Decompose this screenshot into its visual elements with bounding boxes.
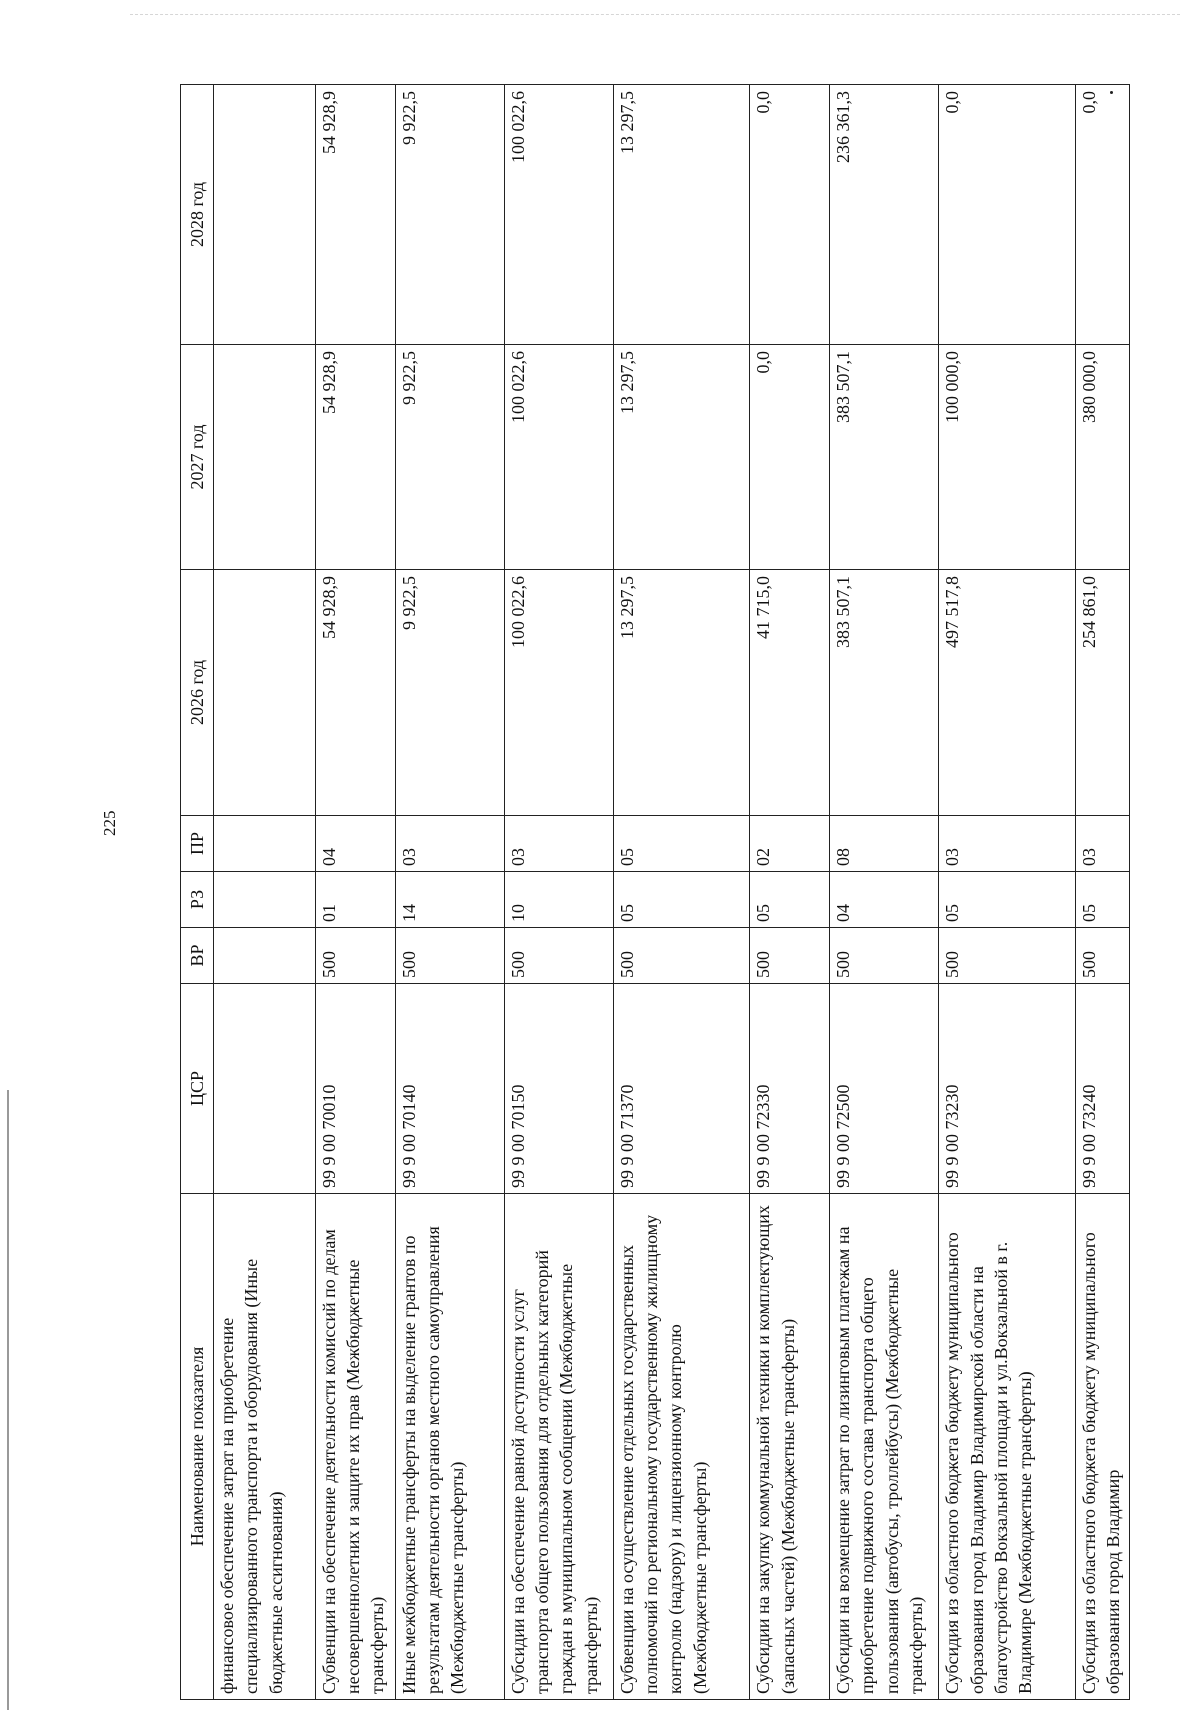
row-2028: 0,0 — [939, 85, 1075, 345]
row-2027: 9 922,5 — [395, 345, 504, 570]
row-vr: 500 — [750, 928, 830, 984]
row-vr: 500 — [830, 928, 939, 984]
row-2027: 383 507,1 — [830, 345, 939, 570]
row-rz: 01 — [315, 872, 395, 928]
row-2026 — [214, 570, 316, 816]
row-2027 — [214, 345, 316, 570]
row-2027: 0,0 — [750, 345, 830, 570]
row-pr: 02 — [750, 816, 830, 872]
table-header-row — [181, 85, 214, 1700]
table-row — [939, 85, 1075, 1700]
row-2027: 100 022,6 — [504, 345, 613, 570]
row-rz: 04 — [830, 872, 939, 928]
header-2027: 2027 год — [181, 345, 214, 570]
row-2028: 13 297,5 — [613, 85, 749, 345]
row-csr: 99 9 00 72500 — [830, 984, 939, 1194]
row-name: Субсидии на возмещение затрат по лизинговым платежам на приобретение подвижного состава транспорта общего пользования (автобусы, троллейбусы) (Межбюджетные трансферты) — [830, 1194, 939, 1700]
header-2026: 2026 год — [181, 570, 214, 816]
row-2026: 100 022,6 — [504, 570, 613, 816]
row-pr: 04 — [315, 816, 395, 872]
row-rz: 05 — [613, 872, 749, 928]
header-csr: ЦСР — [181, 984, 214, 1194]
table-row — [830, 85, 939, 1700]
row-vr: 500 — [504, 928, 613, 984]
rotated-table-container — [180, 85, 1130, 1700]
row-rz: 05 — [750, 872, 830, 928]
row-name: Субвенции на осуществление отдельных государственных полномочий по региональному государственному жилищному контролю (надзору) и лицензионному контролю (Межбюджетные трансферты) — [613, 1194, 749, 1700]
row-pr — [214, 816, 316, 872]
row-csr: 99 9 00 71370 — [613, 984, 749, 1194]
row-csr: 99 9 00 70150 — [504, 984, 613, 1194]
row-name: Субсидии на обеспечение равной доступности услуг транспорта общего пользования для отдельных категорий граждан в муниципальном сообщении (Межбюджетные трансферты) — [504, 1194, 613, 1700]
row-name: Субсидия из областного бюджета бюджету муниципального образования город Владимир — [1075, 1194, 1129, 1700]
row-csr: 99 9 00 70140 — [395, 984, 504, 1194]
row-2028: 54 928,9 — [315, 85, 395, 345]
row-name: Субсидия из областного бюджета бюджету муниципального образования город Владимир Владимирской области на благоустройство Вокзальной площади и ул.Вокзальной в г. Владимире (Межбюджетные трансферты) — [939, 1194, 1075, 1700]
header-name: Наименование показателя — [181, 1194, 214, 1700]
table-row — [750, 85, 830, 1700]
page-number: 225 — [100, 810, 119, 836]
row-pr: 03 — [395, 816, 504, 872]
row-pr: 03 — [504, 816, 613, 872]
header-vr: ВР — [181, 928, 214, 984]
row-2026: 497 517,8 — [939, 570, 1075, 816]
row-2028: 9 922,5 — [395, 85, 504, 345]
row-rz — [214, 872, 316, 928]
row-name: Субвенции на обеспечение деятельности комиссий по делам несовершеннолетних и защите их прав (Межбюджетные трансферты) — [315, 1194, 395, 1700]
row-pr: 03 — [939, 816, 1075, 872]
row-vr: 500 — [1075, 928, 1129, 984]
row-vr: 500 — [939, 928, 1075, 984]
row-2026: 41 715,0 — [750, 570, 830, 816]
row-rz: 14 — [395, 872, 504, 928]
row-2028 — [214, 85, 316, 345]
row-vr: 500 — [315, 928, 395, 984]
row-2028: 0,0 — [1075, 85, 1129, 345]
row-pr: 03 — [1075, 816, 1129, 872]
row-csr: 99 9 00 72330 — [750, 984, 830, 1194]
header-rz: РЗ — [181, 872, 214, 928]
row-2027: 380 000,0 — [1075, 345, 1129, 570]
row-name: Иные межбюджетные трансферты на выделение грантов по результатам деятельности органов местного самоуправления (Межбюджетные трансферты) — [395, 1194, 504, 1700]
table-row — [1075, 85, 1129, 1700]
table-row — [214, 85, 316, 1700]
scan-binding-edge — [7, 1090, 9, 1710]
row-pr: 08 — [830, 816, 939, 872]
row-2026: 383 507,1 — [830, 570, 939, 816]
row-csr: 99 9 00 73230 — [939, 984, 1075, 1194]
row-rz: 05 — [939, 872, 1075, 928]
row-name: Субсидии на закупку коммунальной техники и комплектующих (запасных частей) (Межбюджетные трансферты) — [750, 1194, 830, 1700]
table-row — [504, 85, 613, 1700]
row-2026: 9 922,5 — [395, 570, 504, 816]
row-2026: 254 861,0 — [1075, 570, 1129, 816]
row-vr — [214, 928, 316, 984]
row-2027: 13 297,5 — [613, 345, 749, 570]
row-2027: 100 000,0 — [939, 345, 1075, 570]
budget-table — [180, 84, 1130, 1700]
row-2028: 236 361,3 — [830, 85, 939, 345]
row-vr: 500 — [395, 928, 504, 984]
table-row — [395, 85, 504, 1700]
header-pr: ПР — [181, 816, 214, 872]
row-rz: 05 — [1075, 872, 1129, 928]
header-2028: 2028 год — [181, 85, 214, 345]
row-csr: 99 9 00 73240 — [1075, 984, 1129, 1194]
row-csr — [214, 984, 316, 1194]
row-2027: 54 928,9 — [315, 345, 395, 570]
row-2028: 100 022,6 — [504, 85, 613, 345]
row-2028: 0,0 — [750, 85, 830, 345]
scan-top-edge — [130, 14, 1180, 15]
row-2026: 54 928,9 — [315, 570, 395, 816]
table-row — [613, 85, 749, 1700]
row-pr: 05 — [613, 816, 749, 872]
row-csr: 99 9 00 70010 — [315, 984, 395, 1194]
table-row — [315, 85, 395, 1700]
row-vr: 500 — [613, 928, 749, 984]
row-name: финансовое обеспечение затрат на приобретение специализированного транспорта и оборудования (Иные бюджетные ассигнования) — [214, 1194, 316, 1700]
row-rz: 10 — [504, 872, 613, 928]
row-2026: 13 297,5 — [613, 570, 749, 816]
